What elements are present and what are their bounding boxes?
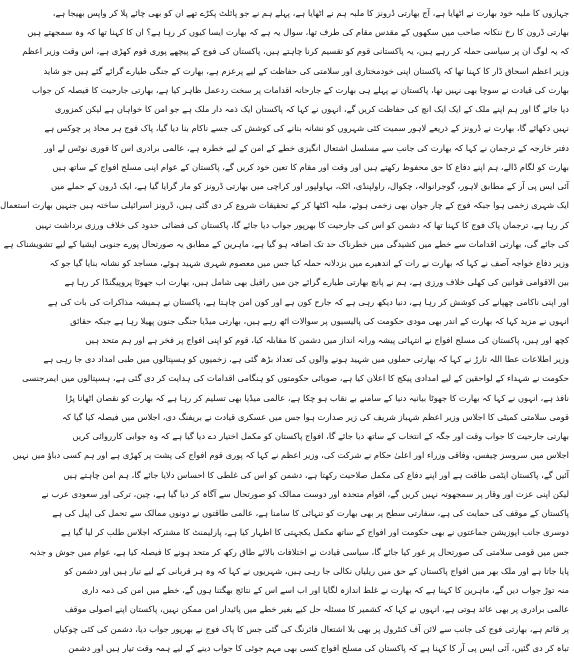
article-line: کر رہا ہے، ترجمان پاک فوج کا کہنا تھا کہ دشمن کو اس کی جارحیت کا بھرپور جواب دیا جائے گا، پاکستان کی فضائی حدود کی خلاف ورزی برداشت نہیں [35, 219, 569, 230]
article-body [0, 4, 569, 657]
article-line: انہوں نے مزید کہا کہ بھارت کے اندر بھی مودی حکومت کی پالیسیوں پر سوالات اٹھ رہے ہیں، بھارتی میڈیا جنگی جنون پھیلا رہا ہے جبکہ حقائق [70, 315, 569, 326]
article-line: آئیں گے، پاکستان ایٹمی طاقت ہے اور اپنے دفاع کی مکمل صلاحیت رکھتا ہے، دشمن کو اس کی غلطی کا احساس دلایا جائے گا، ہم امن چاہتے ہیں [63, 469, 569, 480]
article-line: آئی ایس پی آر کے مطابق لاہور، گوجرانوالہ، چکوال، راولپنڈی، اٹک، بہاولپور اور کراچی میں بھارتی ڈرونز کو مار گرایا گیا ہے، ایک ڈرون کے حملے میں [50, 181, 569, 192]
article-line: وزیر اعظم اسحاق ڈار کا کہنا تھا کہ پاکستان اپنی خودمختاری اور سلامتی کی حفاظت کے لیے پرعزم ہے، بھارت کے جنگی طیارے گرائے گئے ہیں جو شاید [43, 65, 569, 76]
article-line: ایک شہری زخمی ہوا جبکہ فوج کے چار جوان بھی زخمی ہوئے، ملبہ اکٹھا کر کے تحقیقات شروع کر دی گئی ہیں، ڈرونز اسرائیلی ساختہ ہیں جنہیں بھارت استعمال [0, 200, 569, 211]
article-line: دیا جائے گا اور ہم اپنے ملک کے ایک ایک انچ کی حفاظت کریں گے، انہوں نے کہا کہ پاکستان ایک ذمہ دار ملک ہے جو امن کا خواہاں ہے لیکن کمزوری [54, 104, 569, 115]
article-line: بھارت کی قیادت نے سوچا بھی نہیں تھا، پاکستان نے پہلے ہی بھارت کے جارحانہ اقدامات پر سخت ردعمل ظاہر کیا ہے، بھارتی جارحیت کا فیصلہ کن جواب [32, 84, 569, 95]
article-line: دفتر خارجہ کے ترجمان نے کہا کہ بھارت کی جانب سے مسلسل اشتعال انگیزی خطے کے امن کے لیے خطرہ ہے، عالمی برادری اس کا فوری نوٹس لے اور [44, 142, 569, 153]
article-line: نہیں دکھائے گا، بھارت نے ڈرونز کے ذریعے لاہور سمیت کئی شہروں کو نشانہ بنانے کی کوشش کی جسے ناکام بنا دیا گیا، پاک فوج ہر محاذ پر چوکس ہے [44, 123, 569, 134]
article-line: بھارتی ڈرون کا رخ ننکانہ صاحب میں سکھوں کے مقدس مقام کی طرف تھا، سوال یہ ہے کہ بھارت ایسا کیوں کر رہا ہے؟ ان کا کہنا تھا کہ وہ سمجھتے ہیں [27, 27, 569, 38]
article-line: بین الاقوامی قوانین کی کھلی خلاف ورزی ہے، ہم نے پانچ بھارتی طیارے گرائے جن میں رافیل بھی شامل ہیں، بھارت اب جھوٹا پروپیگنڈا کر رہا ہے [64, 277, 569, 288]
article-line: پر قائم ہے، بھارتی فوج کی جانب سے لائن آف کنٹرول پر بھی بلا اشتعال فائرنگ کی گئی جس کا پاک فوج نے بھرپور جواب دیا، دشمن کی کئی چوکیاں [53, 623, 569, 634]
article-line: پایا جاتا ہے اور ملک بھر میں افواج پاکستان کے حق میں ریلیاں نکالی جا رہی ہیں، شہریوں نے کہا کہ وہ ہر قربانی کے لیے تیار ہیں اور دشمن کو [64, 565, 569, 576]
article-line: بھارت کو لگام ڈالے، ہم اپنے دفاع کا حق محفوظ رکھتے ہیں اور وقت اور مقام کا تعین خود کریں گے، پاکستان کے عوام اپنی مسلح افواج کے ساتھ ہیں [52, 161, 569, 172]
article-line: اور اپنی ناکامی چھپانے کی کوشش کر رہا ہے، دنیا دیکھ رہی ہے کہ جارح کون ہے اور کون امن چاہتا ہے، پاکستان نے ہمیشہ مذاکرات کی بات کی ہے [47, 296, 569, 307]
article-line: کی جائے گی، بھارتی اقدامات سے خطے میں کشیدگی میں خطرناک حد تک اضافہ ہو گیا ہے، ماہرین کے مطابق یہ صورتحال پورے جنوبی ایشیا کے لیے تشویشناک ہے [3, 238, 569, 249]
article-line: منہ توڑ جواب دیں گے، ماہرین کا کہنا ہے کہ بھارت نے غلط اندازہ لگایا اور اب اسے اس کے نتائج بھگتنا ہوں گے، خطے میں امن کی ذمہ داری [81, 585, 569, 596]
article-line: لیکن اپنی عزت اور وقار پر سمجھوتہ نہیں کریں گے، اقوام متحدہ اور دوست ممالک کو صورتحال سے آگاہ کر دیا گیا ہے، چین، ترکی اور سعودی عرب نے [41, 488, 569, 499]
article-line: کہ یہ لوگ ان پر سیاسی حملہ کر رہے ہیں، یہ پاکستانی قوم کو تقسیم کرنا چاہتے ہیں، پاکستان کی فوج کے پیچھے پوری قوم کھڑی ہے، اس وقت وزیر اعظم [22, 46, 569, 57]
article-line: اجلاس میں سروسز چیفس، وفاقی وزراء اور اعلیٰ حکام نے شرکت کی، وزیر اعظم نے کہا کہ پوری قوم افواج کی پشت پر کھڑی ہے اور ہم کسی دباؤ میں نہیں [12, 450, 569, 461]
article-line: عالمی برادری پر بھی عائد ہوتی ہے، انہوں نے کہا کہ کشمیر کا مسئلہ حل کیے بغیر خطے میں پائیدار امن ممکن نہیں، پاکستان اپنے اصولی موقف [64, 604, 569, 615]
article-line: وزیر دفاع خواجہ آصف نے کہا کہ بھارت نے رات کے اندھیرے میں بزدلانہ حملہ کیا جس میں معصوم شہری شہید ہوئے، مساجد کو نشانہ بنایا گیا جو کہ [49, 258, 569, 269]
article-line: جس میں قومی سلامتی کی صورتحال پر غور کیا جائے گا، سیاسی قیادت نے اختلافات بالائے طاق رکھ کر متحد ہونے کا فیصلہ کیا ہے، عوام میں جوش و جذبہ [29, 546, 569, 557]
article-line: وزیر اطلاعات عطا اللہ تارڑ نے کہا کہ بھارتی حملوں میں شہید ہونے والوں کی تعداد بڑھ گئی ہے، زخمیوں کو ہسپتالوں میں طبی امداد دی جا رہی ہے [43, 354, 569, 365]
article-line: کچھ اور ہیں، پاکستان کی مسلح افواج نے انتہائی پیشہ ورانہ انداز میں دشمن کا مقابلہ کیا، قوم کو اپنی افواج پر فخر ہے اور ہم متحد ہیں [85, 334, 569, 345]
article-line: دوسری جانب اپوزیشن جماعتوں نے بھی حکومت اور افواج کے ساتھ مکمل یکجہتی کا اظہار کیا ہے، پارلیمنٹ کا مشترکہ اجلاس طلب کر لیا گیا ہے [60, 527, 569, 538]
article-line: نافذ ہے، انہوں نے کہا کہ بھارت کا جھوٹا بیانیہ دنیا کے سامنے بے نقاب ہو چکا ہے، عالمی میڈیا بھی تسلیم کر رہا ہے کہ بھارت کو نقصان اٹھانا پڑا [65, 392, 569, 403]
article-line: پاکستان کے موقف کی حمایت کی ہے، سفارتی سطح پر بھی بھارت کو تنہائی کا سامنا ہے، عالمی طاقتوں نے دونوں ممالک سے تحمل کی اپیل کی ہے [52, 508, 569, 519]
article-line: بھارتی جارحیت کا جواب وقت اور جگہ کے انتخاب کے ساتھ دیا جائے گا، افواج پاکستان کو مکمل اختیار دے دیا گیا ہے کہ وہ جوابی کارروائی کریں [72, 431, 569, 442]
article-line: قومی سلامتی کمیٹی کا اجلاس وزیر اعظم شہباز شریف کی زیر صدارت ہوا جس میں عسکری قیادت نے بریفنگ دی، اجلاس میں فیصلہ کیا گیا کہ [62, 411, 569, 422]
article-line: جہازوں کا ملبہ خود بھارت نے اٹھایا ہے، آج بھارتی ڈرونز کا ملبہ ہم نے اٹھایا ہے، پہلے ہم نے جو پائلٹ پکڑے تھے ان کو بھی چائے پلا کر واپس بھیجا ہے، [52, 8, 569, 18]
article-line: تباہ کر دی گئیں، آئی ایس پی آر کا کہنا ہے کہ پاکستان کی مسلح افواج کسی بھی مہم جوئی کا جواب دینے کے لیے ہمہ وقت تیار ہیں اور دشمن [68, 642, 569, 653]
article-line: حکومت نے شہداء کے لواحقین کے لیے امدادی پیکج کا اعلان کیا ہے، صوبائی حکومتوں کو ہنگامی اقدامات کی ہدایت کر دی گئی ہے، ہسپتالوں میں ایمرجنسی [22, 373, 569, 384]
